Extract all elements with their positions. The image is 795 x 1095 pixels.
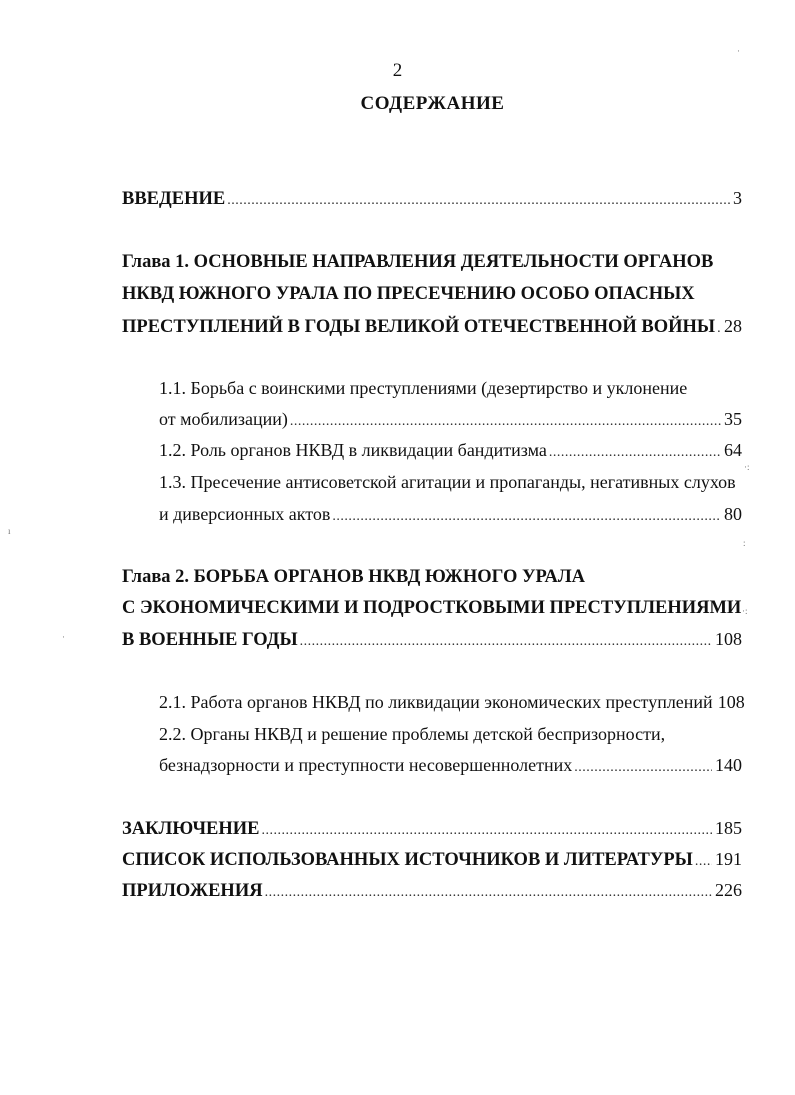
chapter-title-text: Глава 1. ОСНОВНЫЕ НАПРАВЛЕНИЯ ДЕЯТЕЛЬНОСТИ ОРГАНОВ xyxy=(122,252,714,272)
page-title: СОДЕРЖАНИЕ xyxy=(360,93,505,114)
toc-entry-conclusion xyxy=(122,814,742,842)
dot-leader xyxy=(332,503,721,531)
scan-speck: ·: xyxy=(742,606,748,616)
dot-leader xyxy=(227,187,730,215)
section-title-text: 2.1. Работа органов НКВД по ликвидации экономических преступлений xyxy=(159,692,713,712)
toc-entry-chapter2 xyxy=(122,625,742,653)
dot-leader xyxy=(290,408,721,436)
toc-entry-section-1-2 xyxy=(159,436,742,464)
dot-leader xyxy=(265,879,712,907)
toc-entry-sources xyxy=(122,845,742,873)
section-title-text: 1.1. Борьба с воинскими преступлениями (дезертирство и уклонение xyxy=(159,378,688,398)
toc-entry-page: 108 xyxy=(717,692,745,712)
chapter-title-text: ПРЕСТУПЛЕНИЙ В ГОДЫ ВЕЛИКОЙ ОТЕЧЕСТВЕННОЙ ВОЙНЫ xyxy=(122,317,716,337)
toc-entry-page: 108 xyxy=(715,629,742,649)
dot-leader xyxy=(717,315,721,343)
toc-entry-page: 191 xyxy=(715,849,742,869)
scan-speck: : xyxy=(743,538,746,548)
toc-entry-page: 3 xyxy=(733,188,742,208)
dot-leader xyxy=(549,439,721,467)
toc-entry-label: СПИСОК ИСПОЛЬЗОВАННЫХ ИСТОЧНИКОВ И ЛИТЕРАТУРЫ xyxy=(122,850,693,870)
scan-speck: ı xyxy=(8,526,11,536)
chapter-title-text: Глава 2. БОРЬБА ОРГАНОВ НКВД ЮЖНОГО УРАЛА xyxy=(122,567,585,587)
section-title-text: 1.3. Пресечение антисоветской агитации и пропаганды, негативных слухов xyxy=(159,472,736,492)
toc-entry-label: ЗАКЛЮЧЕНИЕ xyxy=(122,819,260,839)
page-number: 2 xyxy=(392,60,403,81)
section-title-text: и диверсионных актов xyxy=(159,504,331,524)
toc-entry-section-2-1 xyxy=(159,688,745,716)
toc-entry-section-1-1 xyxy=(159,405,742,433)
chapter-title-text: НКВД ЮЖНОГО УРАЛА ПО ПРЕСЕЧЕНИЮ ОСОБО ОПАСНЫХ xyxy=(122,284,695,304)
toc-entry-appendices xyxy=(122,876,742,904)
dot-leader xyxy=(695,848,712,876)
chapter-title-text: С ЭКОНОМИЧЕСКИМИ И ПОДРОСТКОВЫМИ ПРЕСТУПЛЕНИЯМИ xyxy=(122,598,742,618)
toc-entry-page: 28 xyxy=(724,316,742,336)
chapter2-title-line2 xyxy=(122,594,741,622)
section-2-2-line1 xyxy=(159,720,665,748)
toc-entry-page: 185 xyxy=(715,818,742,838)
section-title-text: безнадзорности и преступности несовершеннолетних xyxy=(159,755,573,775)
chapter2-title-line1 xyxy=(122,563,585,591)
chapter1-title-line1 xyxy=(122,248,713,276)
dot-leader xyxy=(300,628,712,656)
toc-entry-page: 226 xyxy=(715,880,742,900)
toc-entry-label: ВВЕДЕНИЕ xyxy=(122,189,226,209)
section-1-3-line1 xyxy=(159,468,736,496)
section-title-text: 2.2. Органы НКВД и решение проблемы детской беспризорности, xyxy=(159,724,666,744)
toc-entry-section-2-2 xyxy=(159,751,742,779)
scan-speck: ·: xyxy=(744,462,750,472)
toc-entry-intro xyxy=(122,184,742,212)
section-title-text: от мобилизации) xyxy=(159,409,288,429)
section-1-1-line1 xyxy=(159,374,687,402)
toc-entry-page: 35 xyxy=(724,409,742,429)
dot-leader xyxy=(574,754,712,782)
dot-leader xyxy=(262,817,713,845)
toc-entry-page: 140 xyxy=(715,755,742,775)
toc-entry-label: ПРИЛОЖЕНИЯ xyxy=(122,881,263,901)
toc-entry-page: 80 xyxy=(724,504,742,524)
chapter1-title-line2 xyxy=(122,280,695,308)
toc-entry-chapter1 xyxy=(122,312,742,340)
scan-speck: · xyxy=(62,632,65,642)
toc-entry-section-1-3 xyxy=(159,500,742,528)
toc-entry-page: 64 xyxy=(724,440,742,460)
chapter-title-text: В ВОЕННЫЕ ГОДЫ xyxy=(122,630,298,650)
section-title-text: 1.2. Роль органов НКВД в ликвидации бандитизма xyxy=(159,440,547,460)
scan-speck: · xyxy=(737,46,740,56)
